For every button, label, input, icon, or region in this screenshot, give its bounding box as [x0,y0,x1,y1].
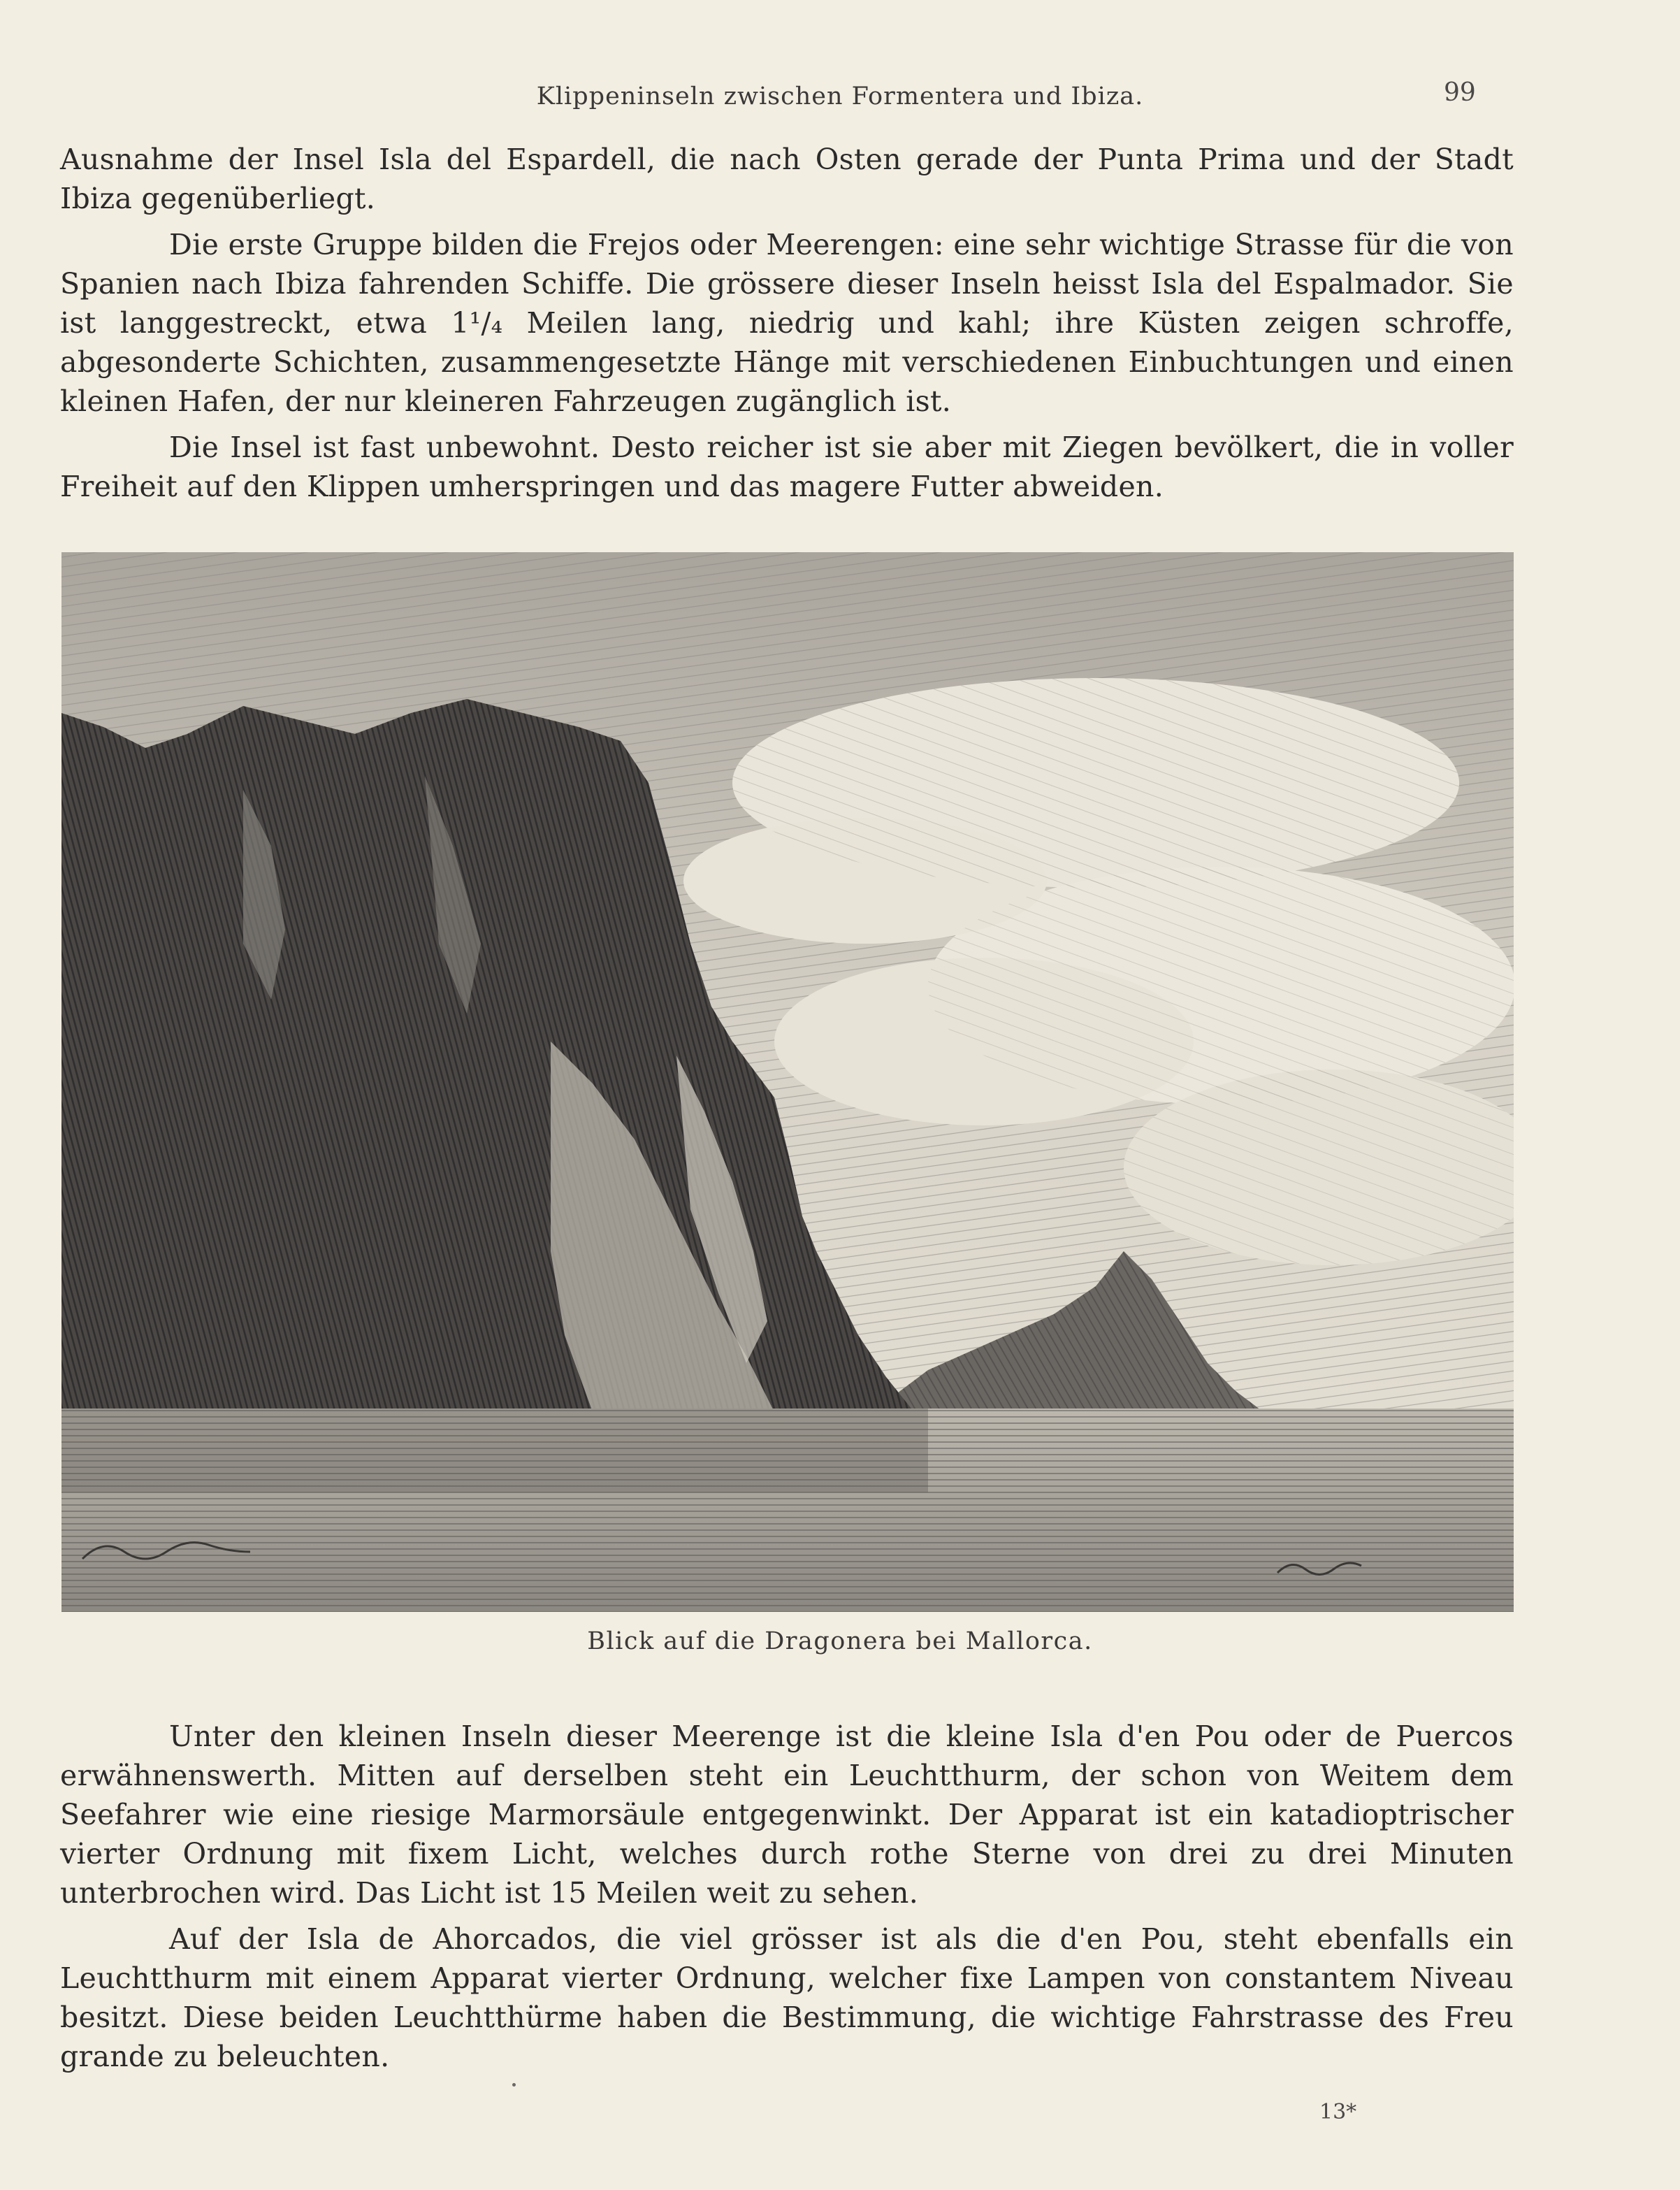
paragraph-isla-de-ahorcados: Auf der Isla de Ahorcados, die viel grösser ist als die d'en Pou, steht ebenfalls ein Leuchtthurm mit einem Apparat vierter Ordnung, welcher fixe Lampen von constantem Niveau besitzt. Diese beiden Leuchtthürme haben die Bestimmung, die wichtige Fahrstrasse des Freu grande zu beleuchten. [60,1922,1514,2073]
engraving-illustration [61,552,1514,1612]
paragraph-insel-unbewohnt: Die Insel ist fast unbewohnt. Desto reicher ist sie aber mit Ziegen bevölkert, die in voller Freiheit auf den Klippen umherspringen und das magere Futter abweiden. [60,431,1514,503]
signature-mark: 13* [1319,2100,1357,2124]
paragraph-isla-den-pou: Unter den kleinen Inseln dieser Meerenge ist die kleine Isla d'en Pou oder de Puercos erwähnenswerth. Mitten auf derselben steht ein Leuchtthurm, der schon von Weitem dem Seefahrer wie eine riesige Marmorsäule entgegenwinkt. Der Apparat ist ein katadioptrischer vierter Ordnung mit fixem Licht, welches durch rothe Sterne von drei zu drei Minuten unterbrochen wird. Das Licht ist 15 Meilen weit zu sehen. [60,1720,1514,1910]
page-number: 99 [1444,78,1476,107]
paragraph-frejos: Die erste Gruppe bilden die Frejos oder Meerengen: eine sehr wichtige Strasse für die von Spanien nach Ibiza fahrenden Schiffe. Die grössere dieser Inseln heisst Isla del Espalmador. Sie ist langgestreckt, etwa 1¹/₄ Meilen lang, niedrig und kahl; ihre Küsten zeigen schroffe, abgesonderte Schichten, zusammengesetzte Hänge mit verschiedenen Einbuchtungen und einen kleinen Hafen, der nur kleineren Fahrzeugen zugänglich ist. [60,228,1514,418]
paragraph-continuation: Ausnahme der Insel Isla del Espardell, die nach Osten gerade der Punta Prima und der Stadt Ibiza gegenüberliegt. [60,143,1514,215]
print-speck [512,2083,516,2087]
engraving-dragonera [61,552,1514,1612]
figure-caption: Blick auf die Dragonera bei Mallorca. [587,1627,1093,1655]
running-title: Klippeninseln zwischen Formentera und Ibiza. [536,82,1144,110]
body-text-bottom [60,1717,1514,2083]
cliff-reflection [61,1409,928,1492]
body-text-top [60,140,1514,513]
